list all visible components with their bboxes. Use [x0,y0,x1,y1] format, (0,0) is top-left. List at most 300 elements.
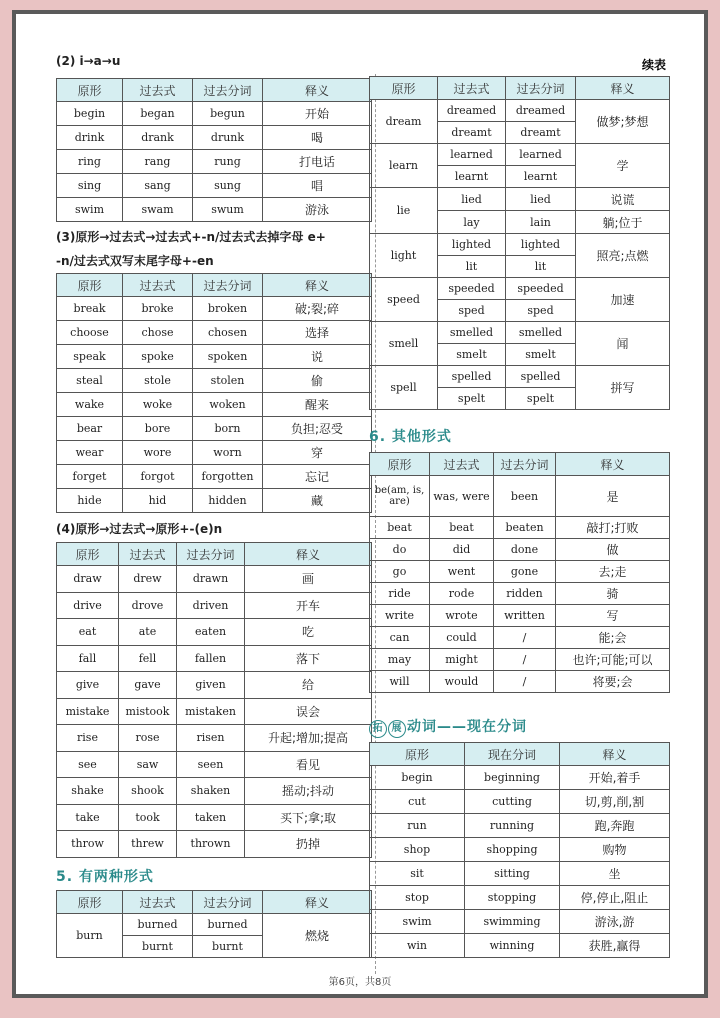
header-base: 原形 [370,743,465,766]
header-past: 过去式 [438,77,506,100]
header-past-participle: 过去分词 [177,543,245,566]
verb-form-cell: ate [119,619,177,646]
meaning-cell: 误会 [245,698,372,725]
table-row [57,102,372,126]
verb-form-cell: burnt [193,936,263,958]
verb-form-cell: / [494,671,556,693]
verb-form-cell: stolen [193,369,263,393]
verb-form-cell: smelled [438,322,506,344]
verb-form-cell: throw [57,831,119,858]
table-row [370,366,670,388]
meaning-cell: 骑 [556,583,670,605]
verb-base-cell: burn [57,914,123,958]
verb-form-cell: shopping [465,838,560,862]
verb-form-cell: lit [438,256,506,278]
table-row [57,393,372,417]
meaning-cell: 做梦;梦想 [576,100,670,144]
verb-form-cell: wrote [430,605,494,627]
verb-base-cell: learn [370,144,438,188]
verb-form-cell: dreamed [438,100,506,122]
header-row [57,79,372,102]
verb-form-cell: broke [123,297,193,321]
table-row [57,174,372,198]
header-base: 原形 [57,274,123,297]
verb-base-cell: spell [370,366,438,410]
verb-form-cell: sang [123,174,193,198]
verb-form-cell: sped [506,300,576,322]
verb-form-cell: / [494,649,556,671]
meaning-cell: 唱 [263,174,372,198]
meaning-cell: 给 [245,672,372,699]
table-row [370,605,670,627]
meaning-cell: 落下 [245,645,372,672]
header-past-participle: 过去分词 [193,891,263,914]
meaning-cell: 开车 [245,592,372,619]
header-meaning: 释义 [576,77,670,100]
verb-form-cell: shop [370,838,465,862]
verb-form-cell: given [177,672,245,699]
verb-form-cell: threw [119,831,177,858]
table-row [57,592,372,619]
table-row [370,234,670,256]
verb-form-cell: drink [57,126,123,150]
verb-form-cell: swam [123,198,193,222]
verb-form-cell: shaken [177,778,245,805]
table-sec4 [56,542,372,858]
verb-form-cell: swim [370,910,465,934]
table-row [57,698,372,725]
verb-form-cell: spelt [438,388,506,410]
table-row [57,645,372,672]
table-row [57,321,372,345]
meaning-cell: 加速 [576,278,670,322]
verb-form-cell: begin [57,102,123,126]
meaning-cell: 获胜,赢得 [560,934,670,958]
meaning-cell: 打电话 [263,150,372,174]
verb-base-cell: dream [370,100,438,144]
verb-form-cell: hide [57,489,123,513]
badge-tuo: 拓 [369,720,387,738]
verb-form-cell: ride [370,583,430,605]
header-base: 原形 [370,77,438,100]
meaning-cell: 穿 [263,441,372,465]
header-meaning: 释义 [263,79,372,102]
table-row [57,369,372,393]
verb-form-cell: run [370,814,465,838]
meaning-cell: 敲打;打败 [556,517,670,539]
meaning-cell: 能;会 [556,627,670,649]
header-row [370,743,670,766]
verb-form-cell: spelled [438,366,506,388]
verb-form-cell: draw [57,566,119,593]
verb-form-cell: dreamt [506,122,576,144]
meaning-cell: 购物 [560,838,670,862]
verb-form-cell: spelt [506,388,576,410]
table-row [57,345,372,369]
header-past-participle: 过去分词 [193,274,263,297]
verb-form-cell: / [494,627,556,649]
verb-base-cell: speed [370,278,438,322]
verb-form-cell: steal [57,369,123,393]
verb-form-cell: burned [193,914,263,936]
verb-form-cell: chosen [193,321,263,345]
section-5-title: 5. 有两种形式 [56,869,154,885]
header-meaning: 释义 [263,274,372,297]
section-4-title: (4)原形→过去式→原形+-(e)n [56,522,223,536]
meaning-cell: 游泳 [263,198,372,222]
verb-form-cell: sung [193,174,263,198]
table-row [370,766,670,790]
header-past-participle: 过去分词 [193,79,263,102]
verb-form-cell: would [430,671,494,693]
verb-form-cell: fallen [177,645,245,672]
meaning-cell: 开始,着手 [560,766,670,790]
verb-form-cell: did [430,539,494,561]
table-present-participle [369,742,670,958]
verb-form-cell: be(am, is, are) [370,476,430,517]
verb-form-cell: learnt [438,166,506,188]
verb-form-cell: sped [438,300,506,322]
meaning-cell: 偷 [263,369,372,393]
verb-form-cell: sitting [465,862,560,886]
meaning-cell: 藏 [263,489,372,513]
verb-form-cell: choose [57,321,123,345]
table-row [370,539,670,561]
verb-form-cell: shook [119,778,177,805]
verb-form-cell: win [370,934,465,958]
verb-form-cell: can [370,627,430,649]
verb-form-cell: ridden [494,583,556,605]
verb-form-cell: fall [57,645,119,672]
section-6-title: 6. 其他形式 [369,429,452,445]
verb-form-cell: spoke [123,345,193,369]
verb-form-cell: beaten [494,517,556,539]
meaning-cell: 照亮;点燃 [576,234,670,278]
verb-form-cell: written [494,605,556,627]
header-row [57,543,372,566]
verb-form-cell: lied [438,188,506,211]
verb-form-cell: cutting [465,790,560,814]
verb-form-cell: dreamed [506,100,576,122]
meaning-cell: 去;走 [556,561,670,583]
table-row [57,417,372,441]
verb-form-cell: learned [438,144,506,166]
table-row [370,517,670,539]
extension-title [369,716,527,738]
verb-form-cell: burnt [123,936,193,958]
table-row [370,671,670,693]
table-row [57,831,372,858]
meaning-cell: 说谎 [576,188,670,211]
verb-form-cell: forgot [123,465,193,489]
verb-form-cell: saw [119,751,177,778]
verb-form-cell: forgotten [193,465,263,489]
verb-form-cell: dreamt [438,122,506,144]
table-row [370,886,670,910]
meaning-cell: 写 [556,605,670,627]
section-2-title: (2) i→a→u [56,54,121,68]
meaning-cell: 学 [576,144,670,188]
verb-form-cell: woke [123,393,193,417]
header-past-participle: 过去分词 [506,77,576,100]
verb-form-cell: smelt [438,344,506,366]
continued-label: 续表 [641,58,666,72]
header-present-participle: 现在分词 [465,743,560,766]
meaning-cell: 坐 [560,862,670,886]
verb-form-cell: cut [370,790,465,814]
header-meaning: 释义 [556,453,670,476]
verb-form-cell: see [57,751,119,778]
header-meaning: 释义 [560,743,670,766]
verb-form-cell: spelled [506,366,576,388]
header-row [57,891,372,914]
meaning-cell: 负担;忍受 [263,417,372,441]
verb-form-cell: learned [506,144,576,166]
verb-form-cell: took [119,804,177,831]
verb-form-cell: lay [438,211,506,234]
header-past: 过去式 [430,453,494,476]
verb-form-cell: rang [123,150,193,174]
table-row [57,619,372,646]
table-row [370,838,670,862]
meaning-cell: 做 [556,539,670,561]
verb-form-cell: risen [177,725,245,752]
verb-form-cell: wore [123,441,193,465]
verb-form-cell: may [370,649,430,671]
verb-form-cell: eat [57,619,119,646]
meaning-cell: 吃 [245,619,372,646]
table-row [370,188,670,211]
table-row [370,476,670,517]
verb-form-cell: wake [57,393,123,417]
table-row [57,297,372,321]
meaning-cell: 躺;位于 [576,211,670,234]
section-3-title-2: -n/过去式双写末尾字母+-en [56,254,214,268]
table-sec3 [56,273,372,513]
verb-form-cell: drawn [177,566,245,593]
verb-form-cell: break [57,297,123,321]
verb-form-cell: winning [465,934,560,958]
verb-form-cell: speeded [506,278,576,300]
meaning-cell: 摇动;抖动 [245,778,372,805]
meaning-cell: 选择 [263,321,372,345]
verb-form-cell: beat [430,517,494,539]
verb-form-cell: shake [57,778,119,805]
verb-form-cell: running [465,814,560,838]
header-past: 过去式 [123,891,193,914]
verb-form-cell: smelled [506,322,576,344]
meaning-cell: 说 [263,345,372,369]
verb-form-cell: done [494,539,556,561]
table-row [57,566,372,593]
verb-form-cell: take [57,804,119,831]
meaning-cell: 升起;增加;提高 [245,725,372,752]
meaning-cell: 跑,奔跑 [560,814,670,838]
table-row [57,198,372,222]
verb-form-cell: woken [193,393,263,417]
table-row [370,144,670,166]
verb-form-cell: gave [119,672,177,699]
table-row [57,778,372,805]
meaning-cell: 看见 [245,751,372,778]
meaning-cell: 燃烧 [263,914,372,958]
table-row [57,672,372,699]
verb-form-cell: stop [370,886,465,910]
verb-form-cell: hid [123,489,193,513]
verb-form-cell: begun [193,102,263,126]
extension-title-text: 动词——现在分词 [407,719,527,735]
verb-form-cell: smelt [506,344,576,366]
verb-form-cell: begin [370,766,465,790]
verb-form-cell: swum [193,198,263,222]
verb-form-cell: lied [506,188,576,211]
meaning-cell: 扔掉 [245,831,372,858]
verb-form-cell: lighted [438,234,506,256]
verb-form-cell: sit [370,862,465,886]
verb-form-cell: chose [123,321,193,345]
header-meaning: 释义 [263,891,372,914]
header-past: 过去式 [119,543,177,566]
header-row [370,77,670,100]
verb-form-cell: beat [370,517,430,539]
verb-form-cell: speeded [438,278,506,300]
verb-form-cell: could [430,627,494,649]
table-row [370,100,670,122]
table-row [57,804,372,831]
meaning-cell: 破;裂;碎 [263,297,372,321]
table-row [370,561,670,583]
table-row [57,914,372,936]
verb-form-cell: bear [57,417,123,441]
meaning-cell: 将要;会 [556,671,670,693]
document-page [12,10,708,998]
meaning-cell: 是 [556,476,670,517]
table-row [57,150,372,174]
verb-form-cell: drunk [193,126,263,150]
verb-form-cell: lain [506,211,576,234]
verb-form-cell: drank [123,126,193,150]
verb-form-cell: began [123,102,193,126]
verb-form-cell: stole [123,369,193,393]
meaning-cell: 买下;拿;取 [245,804,372,831]
verb-form-cell: learnt [506,166,576,188]
meaning-cell: 拼写 [576,366,670,410]
meaning-cell: 醒来 [263,393,372,417]
verb-form-cell: rung [193,150,263,174]
verb-form-cell: went [430,561,494,583]
meaning-cell: 切,剪,削,割 [560,790,670,814]
verb-form-cell: sing [57,174,123,198]
verb-form-cell: been [494,476,556,517]
meaning-cell: 也许;可能;可以 [556,649,670,671]
table-row [57,465,372,489]
verb-form-cell: rise [57,725,119,752]
table-row [370,278,670,300]
table-sec5-part1 [56,890,372,958]
verb-form-cell: ring [57,150,123,174]
table-row [57,751,372,778]
verb-form-cell: thrown [177,831,245,858]
verb-form-cell: burned [123,914,193,936]
verb-form-cell: fell [119,645,177,672]
verb-form-cell: mistake [57,698,119,725]
verb-form-cell: mistook [119,698,177,725]
verb-form-cell: forget [57,465,123,489]
verb-form-cell: speak [57,345,123,369]
verb-form-cell: beginning [465,766,560,790]
verb-form-cell: drew [119,566,177,593]
verb-form-cell: lit [506,256,576,278]
table-row [370,814,670,838]
meaning-cell: 停,停止,阻止 [560,886,670,910]
verb-form-cell: write [370,605,430,627]
verb-form-cell: go [370,561,430,583]
meaning-cell: 游泳,游 [560,910,670,934]
verb-form-cell: hidden [193,489,263,513]
table-row [370,322,670,344]
verb-form-cell: will [370,671,430,693]
verb-form-cell: lighted [506,234,576,256]
verb-form-cell: do [370,539,430,561]
section-3-title: (3)原形→过去式→过去式+-n/过去式去掉字母 e+ [56,230,326,244]
badge-zhan: 展 [388,720,406,738]
table-row [57,489,372,513]
header-base: 原形 [370,453,430,476]
header-past: 过去式 [123,274,193,297]
meaning-cell: 闻 [576,322,670,366]
verb-form-cell: eaten [177,619,245,646]
table-row [370,627,670,649]
verb-form-cell: driven [177,592,245,619]
verb-form-cell: taken [177,804,245,831]
table-row [370,910,670,934]
meaning-cell: 喝 [263,126,372,150]
verb-base-cell: lie [370,188,438,234]
verb-form-cell: rode [430,583,494,605]
table-row [57,126,372,150]
header-base: 原形 [57,891,123,914]
verb-base-cell: smell [370,322,438,366]
verb-form-cell: seen [177,751,245,778]
verb-form-cell: gone [494,561,556,583]
verb-base-cell: light [370,234,438,278]
header-row [370,453,670,476]
header-past: 过去式 [123,79,193,102]
verb-form-cell: mistaken [177,698,245,725]
verb-form-cell: drove [119,592,177,619]
table-sec2 [56,78,372,222]
page-footer: 第6页，共8页 [328,977,392,988]
header-base: 原形 [57,79,123,102]
table-row [370,934,670,958]
header-base: 原形 [57,543,119,566]
verb-form-cell: swimming [465,910,560,934]
table-row [370,862,670,886]
table-sec6 [369,452,670,693]
table-row [370,583,670,605]
verb-form-cell: wear [57,441,123,465]
table-sec5-part2 [369,76,670,410]
verb-form-cell: bore [123,417,193,441]
verb-form-cell: give [57,672,119,699]
verb-form-cell: born [193,417,263,441]
header-past-participle: 过去分词 [494,453,556,476]
meaning-cell: 画 [245,566,372,593]
table-row [57,725,372,752]
verb-form-cell: drive [57,592,119,619]
verb-form-cell: swim [57,198,123,222]
header-row [57,274,372,297]
